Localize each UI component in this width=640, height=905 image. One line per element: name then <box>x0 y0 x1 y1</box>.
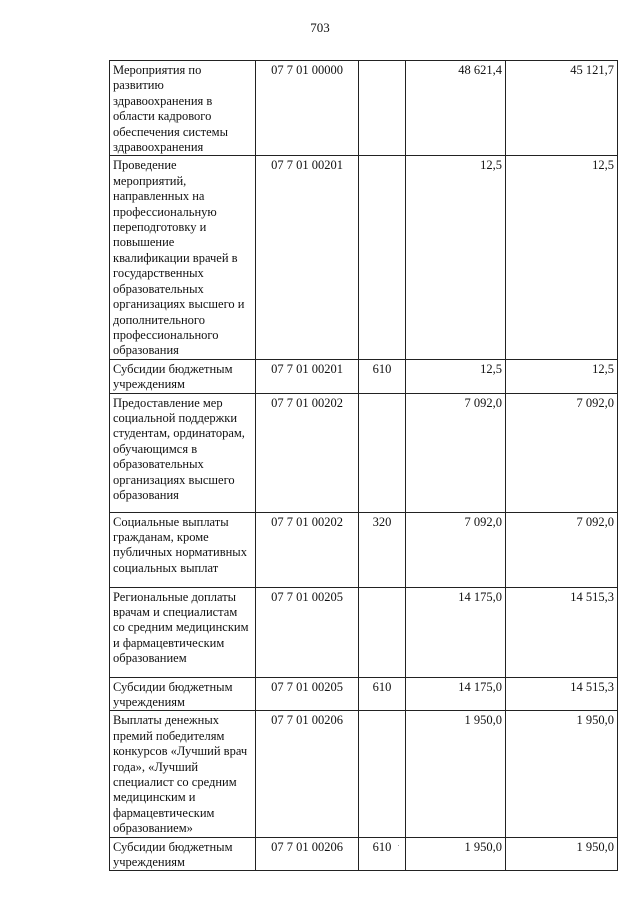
row-code: 07 7 01 00201 <box>256 359 359 393</box>
row-value-2: 1 950,0 <box>506 711 618 837</box>
table-row <box>110 359 618 393</box>
table-row <box>110 711 618 837</box>
table-row <box>110 677 618 711</box>
row-value-2: 1 950,0 <box>506 837 618 871</box>
row-code: 07 7 01 00202 <box>256 393 359 512</box>
row-value-1: 1 950,0 <box>406 711 506 837</box>
row-name: Субсидии бюджетным учреждениям <box>110 359 256 393</box>
row-name: Мероприятия по развитию здравоохранения в области кадрового обеспечения системы здравоохранения <box>110 61 256 156</box>
page-number: 703 <box>310 20 330 35</box>
row-code: 07 7 01 00205 <box>256 587 359 677</box>
row-value-2: 45 121,7 <box>506 61 618 156</box>
row-value-2: 12,5 <box>506 359 618 393</box>
row-expense-type: 320 <box>359 512 406 587</box>
table-row <box>110 393 618 512</box>
budget-table <box>109 60 618 871</box>
row-value-1: 12,5 <box>406 156 506 359</box>
row-value-2: 7 092,0 <box>506 393 618 512</box>
scan-speck <box>398 845 399 846</box>
row-value-1: 14 175,0 <box>406 587 506 677</box>
row-expense-type: 610 <box>359 359 406 393</box>
row-code: 07 7 01 00206 <box>256 711 359 837</box>
row-name: Выплаты денежных премий победителям конкурсов «Лучший врач года», «Лучший специалист со средним медицинским и фармацевтическим образованием» <box>110 711 256 837</box>
table-row <box>110 587 618 677</box>
row-code: 07 7 01 00205 <box>256 677 359 711</box>
row-expense-type <box>359 587 406 677</box>
row-code: 07 7 01 00000 <box>256 61 359 156</box>
row-value-2: 14 515,3 <box>506 587 618 677</box>
row-expense-type: 610 <box>359 837 406 871</box>
row-value-1: 48 621,4 <box>406 61 506 156</box>
row-name: Социальные выплаты гражданам, кроме публичных нормативных социальных выплат <box>110 512 256 587</box>
row-value-2: 14 515,3 <box>506 677 618 711</box>
row-expense-type <box>359 61 406 156</box>
row-value-2: 12,5 <box>506 156 618 359</box>
row-value-1: 12,5 <box>406 359 506 393</box>
row-code: 07 7 01 00206 <box>256 837 359 871</box>
table-row <box>110 61 618 156</box>
row-value-1: 7 092,0 <box>406 393 506 512</box>
row-code: 07 7 01 00202 <box>256 512 359 587</box>
row-code: 07 7 01 00201 <box>256 156 359 359</box>
row-expense-type <box>359 156 406 359</box>
row-value-1: 14 175,0 <box>406 677 506 711</box>
row-name: Региональные доплаты врачам и специалистам со средним медицинским и фармацевтическим образованием <box>110 587 256 677</box>
row-value-2: 7 092,0 <box>506 512 618 587</box>
row-name: Субсидии бюджетным учреждениям <box>110 677 256 711</box>
table-row <box>110 156 618 359</box>
table-row <box>110 837 618 871</box>
row-expense-type: 610 <box>359 677 406 711</box>
row-expense-type <box>359 711 406 837</box>
row-expense-type <box>359 393 406 512</box>
row-name: Субсидии бюджетным учреждениям <box>110 837 256 871</box>
table-row <box>110 512 618 587</box>
row-name: Проведение мероприятий, направленных на профессиональную переподготовку и повышение квалификации врачей в государственных образовательных организациях высшего и дополнительного профессионального образования <box>110 156 256 359</box>
row-name: Предоставление мер социальной поддержки студентам, ординаторам, обучающимся в образовательных организациях высшего образования <box>110 393 256 512</box>
row-value-1: 7 092,0 <box>406 512 506 587</box>
row-value-1: 1 950,0 <box>406 837 506 871</box>
